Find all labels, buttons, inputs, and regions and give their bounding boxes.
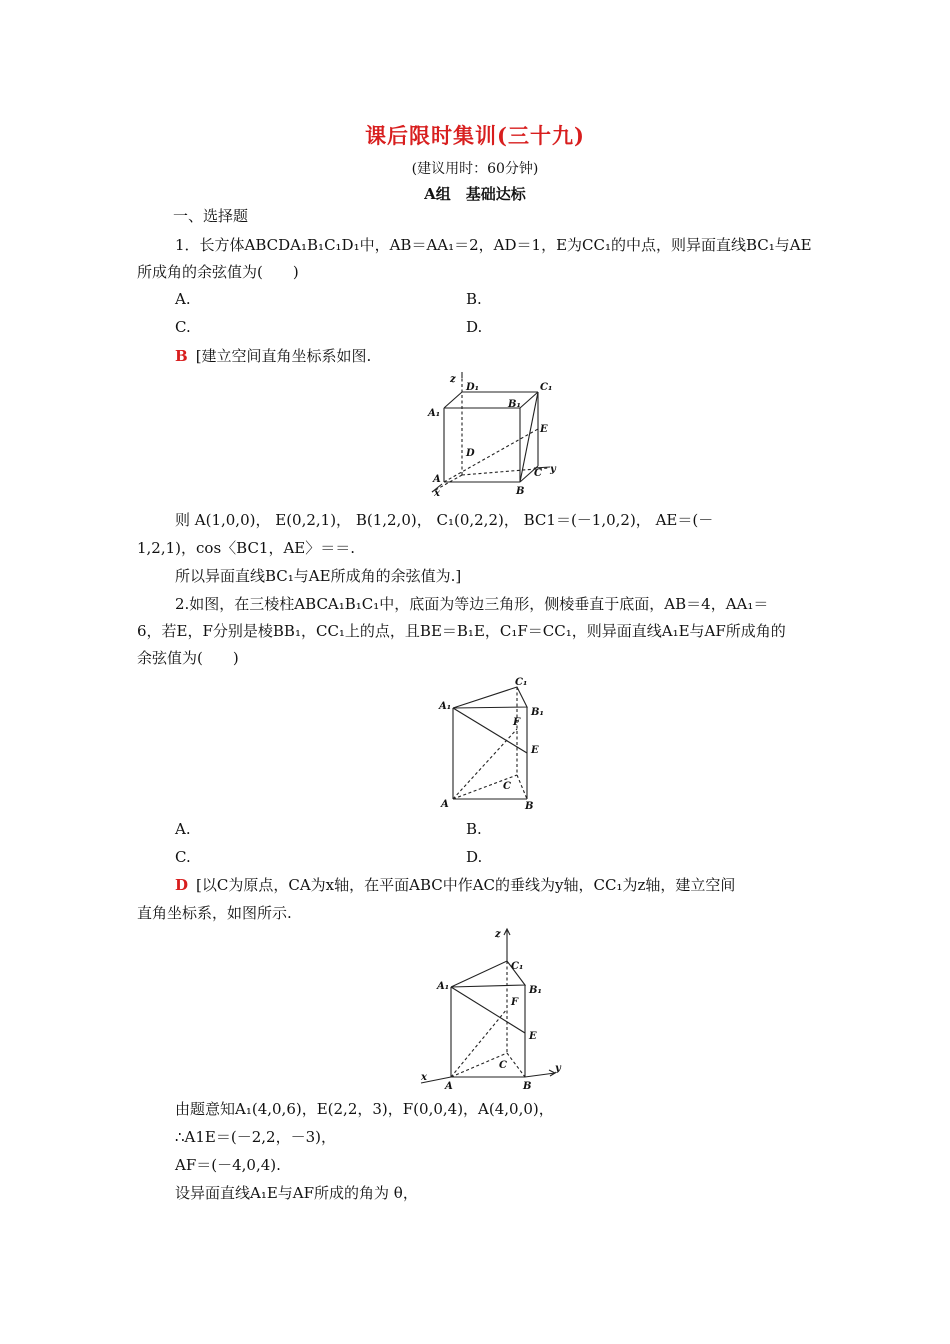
q2-stem-line1: 2.如图，在三棱柱ABCA₁B₁C₁中，底面为等边三角形，侧棱垂直于底面，AB＝4，AA₁＝ [175,595,769,613]
label-f: F [511,997,519,1008]
q2-solution-line2: 直角坐标系，如图所示. [137,904,292,922]
q1-solution-line3: 1,2,1)，cos〈BC1，AE〉＝＝. [137,539,356,557]
figure-cuboid [420,370,570,500]
q1-solution-line4: 所以异面直线BC₁与AE所成角的余弦值为.] [175,567,462,585]
label-c1: C₁ [511,961,524,972]
q1-option-a: A. [175,290,191,308]
q2-solution-line3: 由题意知A₁(4,0,6)，E(2,2，3)，F(0,0,4)，A(4,0,0)， [175,1100,554,1118]
label-y: y [555,1063,561,1074]
q2-solution-line5: AF＝(－4,0,4). [175,1156,281,1174]
label-b1: B₁ [531,707,544,718]
label-a1: A₁ [428,408,441,419]
label-a: A [441,799,449,810]
label-c: C [534,468,542,479]
page-title: 课后限时集训(三十九) [365,123,585,148]
q1-solution-text1: [建立空间直角坐标系如图. [195,347,372,365]
label-b: B [523,1081,532,1092]
label-c: C [499,1060,507,1071]
label-a: A [445,1081,453,1092]
q2-option-d: D. [466,848,483,866]
figure-prism-axes [415,925,575,1095]
label-d: D [466,448,475,459]
label-a1: A₁ [439,701,452,712]
q1-option-d: D. [466,318,483,336]
label-x: x [434,488,440,499]
top-face [453,687,527,708]
label-b: B [516,486,525,497]
section-heading: 一、选择题 [173,207,249,225]
q2-option-a: A. [175,820,191,838]
q2-stem-line3: 余弦值为( ) [137,649,239,667]
label-c1: C₁ [515,677,528,688]
q2-solution-text1: [以C为原点，CA为x轴，在平面ABC中作AC的垂线为y轴，CC₁为z轴，建立空间 [196,876,736,894]
label-c1: C₁ [540,382,553,393]
label-b: B [525,801,534,812]
q2-solution-line6: 设异面直线A₁E与AF所成的角为 θ， [175,1184,418,1202]
label-a1: A₁ [437,981,450,992]
q2-option-c: C. [175,848,191,866]
top-back-edges [444,392,538,408]
label-e: E [529,1031,537,1042]
label-e: E [531,745,539,756]
group-heading: A组 基础达标 [424,185,526,203]
label-c: C [503,781,511,792]
q2-solution-line4: ∴A1E＝(－2,2，－3)， [175,1128,336,1146]
q1-stem-line2: 所成角的余弦值为( ) [137,263,299,281]
label-b1: B₁ [508,399,521,410]
q2-solution-line1 [175,875,855,895]
label-b1: B₁ [529,985,542,996]
edge-bc [507,1053,525,1077]
q2-answer: D [175,876,189,894]
edge-bc [517,775,527,799]
label-y: y [550,464,556,475]
q1-option-b: B. [466,290,482,308]
segment-a1e [453,708,527,753]
segment-a1e [451,987,525,1033]
q2-stem-line2: 6，若E，F分别是棱BB₁，CC₁上的点，且BE＝B₁E，C₁F＝CC₁，则异面直线A₁E与AF所成角的 [137,622,786,640]
label-z: z [450,374,456,385]
label-z: z [495,929,501,940]
figure-prism [435,675,555,815]
label-d1: D₁ [466,382,480,393]
suggested-time: (建议用时：60分钟) [411,161,539,177]
segment-ae [444,429,538,482]
label-e: E [540,424,548,435]
q1-solution-line1 [175,346,855,366]
label-f: F [513,717,521,728]
q2-option-b: B. [466,820,482,838]
label-a: A [433,474,441,485]
q1-option-c: C. [175,318,191,336]
y-axis [525,1073,555,1077]
label-x: x [421,1072,427,1083]
q1-solution-line2: 则 A(1,0,0)， E(0,2,1)， B(1,2,0)， C₁(0,2,2)， BC1＝(－1,0,2)， AE＝(－ [175,511,714,529]
q1-stem-line1: 1．长方体ABCDA₁B₁C₁D₁中，AB＝AA₁＝2，AD＝1，E为CC₁的中点，则异面直线BC₁与AE [175,236,812,254]
q1-answer: B [175,347,188,365]
